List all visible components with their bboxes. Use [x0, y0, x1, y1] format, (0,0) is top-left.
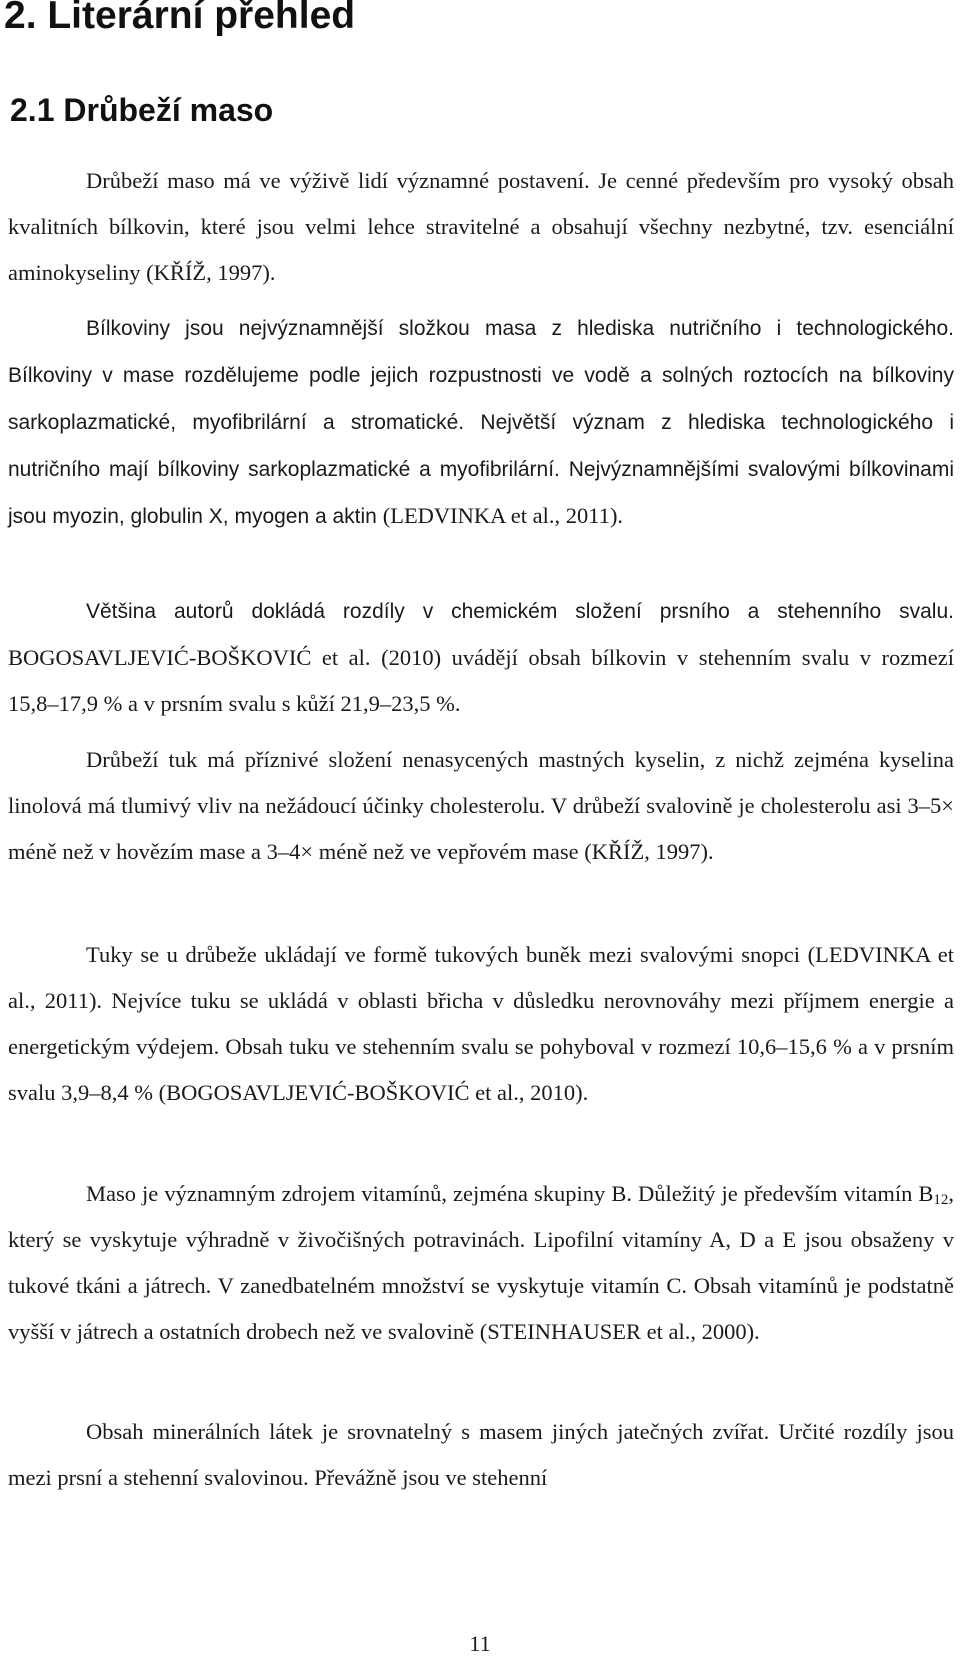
- section-heading: 2.1 Drůbeží maso: [10, 92, 274, 128]
- paragraph-vitamins-text-b: , který se vyskytuje výhradně v živočišných potravinách. Lipofilní vitamíny A, D a E jsou obsaženy v tukové tkáni a játrech. V zanedbatelném množství se vyskytuje vitamín C. Obsah vitamínů je podstatně vyšší v játrech a ostatních drobech než ve svalovině (STEINHAUSER et al., 2000).: [8, 1181, 954, 1344]
- paragraph-intro-text: Drůbeží maso má ve výživě lidí významné postavení. Je cenné především pro vysoký obsah kvalitních bílkovin, které jsou velmi lehce stravitelné a obsahují všechny nezbytné, tzv. esenciální aminokyseliny (KŘÍŽ, 1997).: [8, 168, 954, 285]
- page-number: 11: [469, 1631, 491, 1656]
- paragraph-fat: [8, 737, 954, 875]
- subscript-12: 12: [933, 1192, 949, 1208]
- paragraph-composition-text-a: Většina autorů dokládá rozdíly v chemickém složení prsního a stehenního svalu.: [86, 600, 954, 623]
- paragraph-vitamins: [8, 1171, 954, 1355]
- paragraph-fat-storage-text: Tuky se u drůbeže ukládají ve formě tukových buněk mezi svalovými snopci (LEDVINKA et al., 2011). Nejvíce tuku se ukládá v oblasti břicha v důsledku nerovnováhy mezi příjmem energie a energetickým výdejem. Obsah tuku ve stehenním svalu se pohyboval v rozmezí 10,6–15,6 % a v prsním svalu 3,9–8,4 % (BOGOSAVLJEVIĆ-BOŠKOVIĆ et al., 2010).: [8, 942, 954, 1105]
- paragraph-proteins-text-b: Bílkoviny v mase rozdělujeme podle jejich rozpustnosti ve vodě a solných roztocích na bílkoviny sarkoplazmatické, myofibrilární a stromatické. Největší význam z hlediska technologického i nutričního mají bílkoviny sarkoplazmatické a myofibrilární. Nejvýznamnějšími svalovými bílkovinami jsou myozin, globulin X, myogen a aktin: [8, 364, 954, 528]
- paragraph-composition: [8, 588, 954, 727]
- chapter-heading: 2. Literární přehled: [4, 0, 356, 37]
- paragraph-proteins-citation: (LEDVINKA et al., 2011).: [382, 503, 624, 528]
- paragraph-proteins: [8, 305, 954, 540]
- paragraph-minerals: [8, 1409, 954, 1501]
- paragraph-intro: [8, 158, 954, 296]
- paragraph-minerals-text: Obsah minerálních látek je srovnatelný s masem jiných jatečných zvířat. Určité rozdíly jsou mezi prsní a stehenní svalovinou. Převážně jsou ve stehenní: [8, 1419, 954, 1490]
- paragraph-fat-storage: [8, 932, 954, 1116]
- paragraph-fat-text: Drůbeží tuk má příznivé složení nenasycených mastných kyselin, z nichž zejména kyselina linolová má tlumivý vliv na nežádoucí účinky cholesterolu. V drůbeží svalovině je cholesterolu asi 3–5× méně než v hovězím mase a 3–4× méně než ve vepřovém mase (KŘÍŽ, 1997).: [8, 747, 954, 864]
- paragraph-proteins-text-a: Bílkoviny jsou nejvýznamnější složkou masa z hlediska nutričního i technologického.: [86, 317, 954, 340]
- paragraph-vitamins-text-a: Maso je významným zdrojem vitamínů, zejména skupiny B. Důležitý je především vitamín B: [86, 1181, 934, 1206]
- paragraph-composition-text-b: BOGOSAVLJEVIĆ-BOŠKOVIĆ et al. (2010) uvádějí obsah bílkovin v stehenním svalu v rozmezí 15,8–17,9 % a v prsním svalu s kůží 21,9–23,5 %.: [8, 645, 954, 716]
